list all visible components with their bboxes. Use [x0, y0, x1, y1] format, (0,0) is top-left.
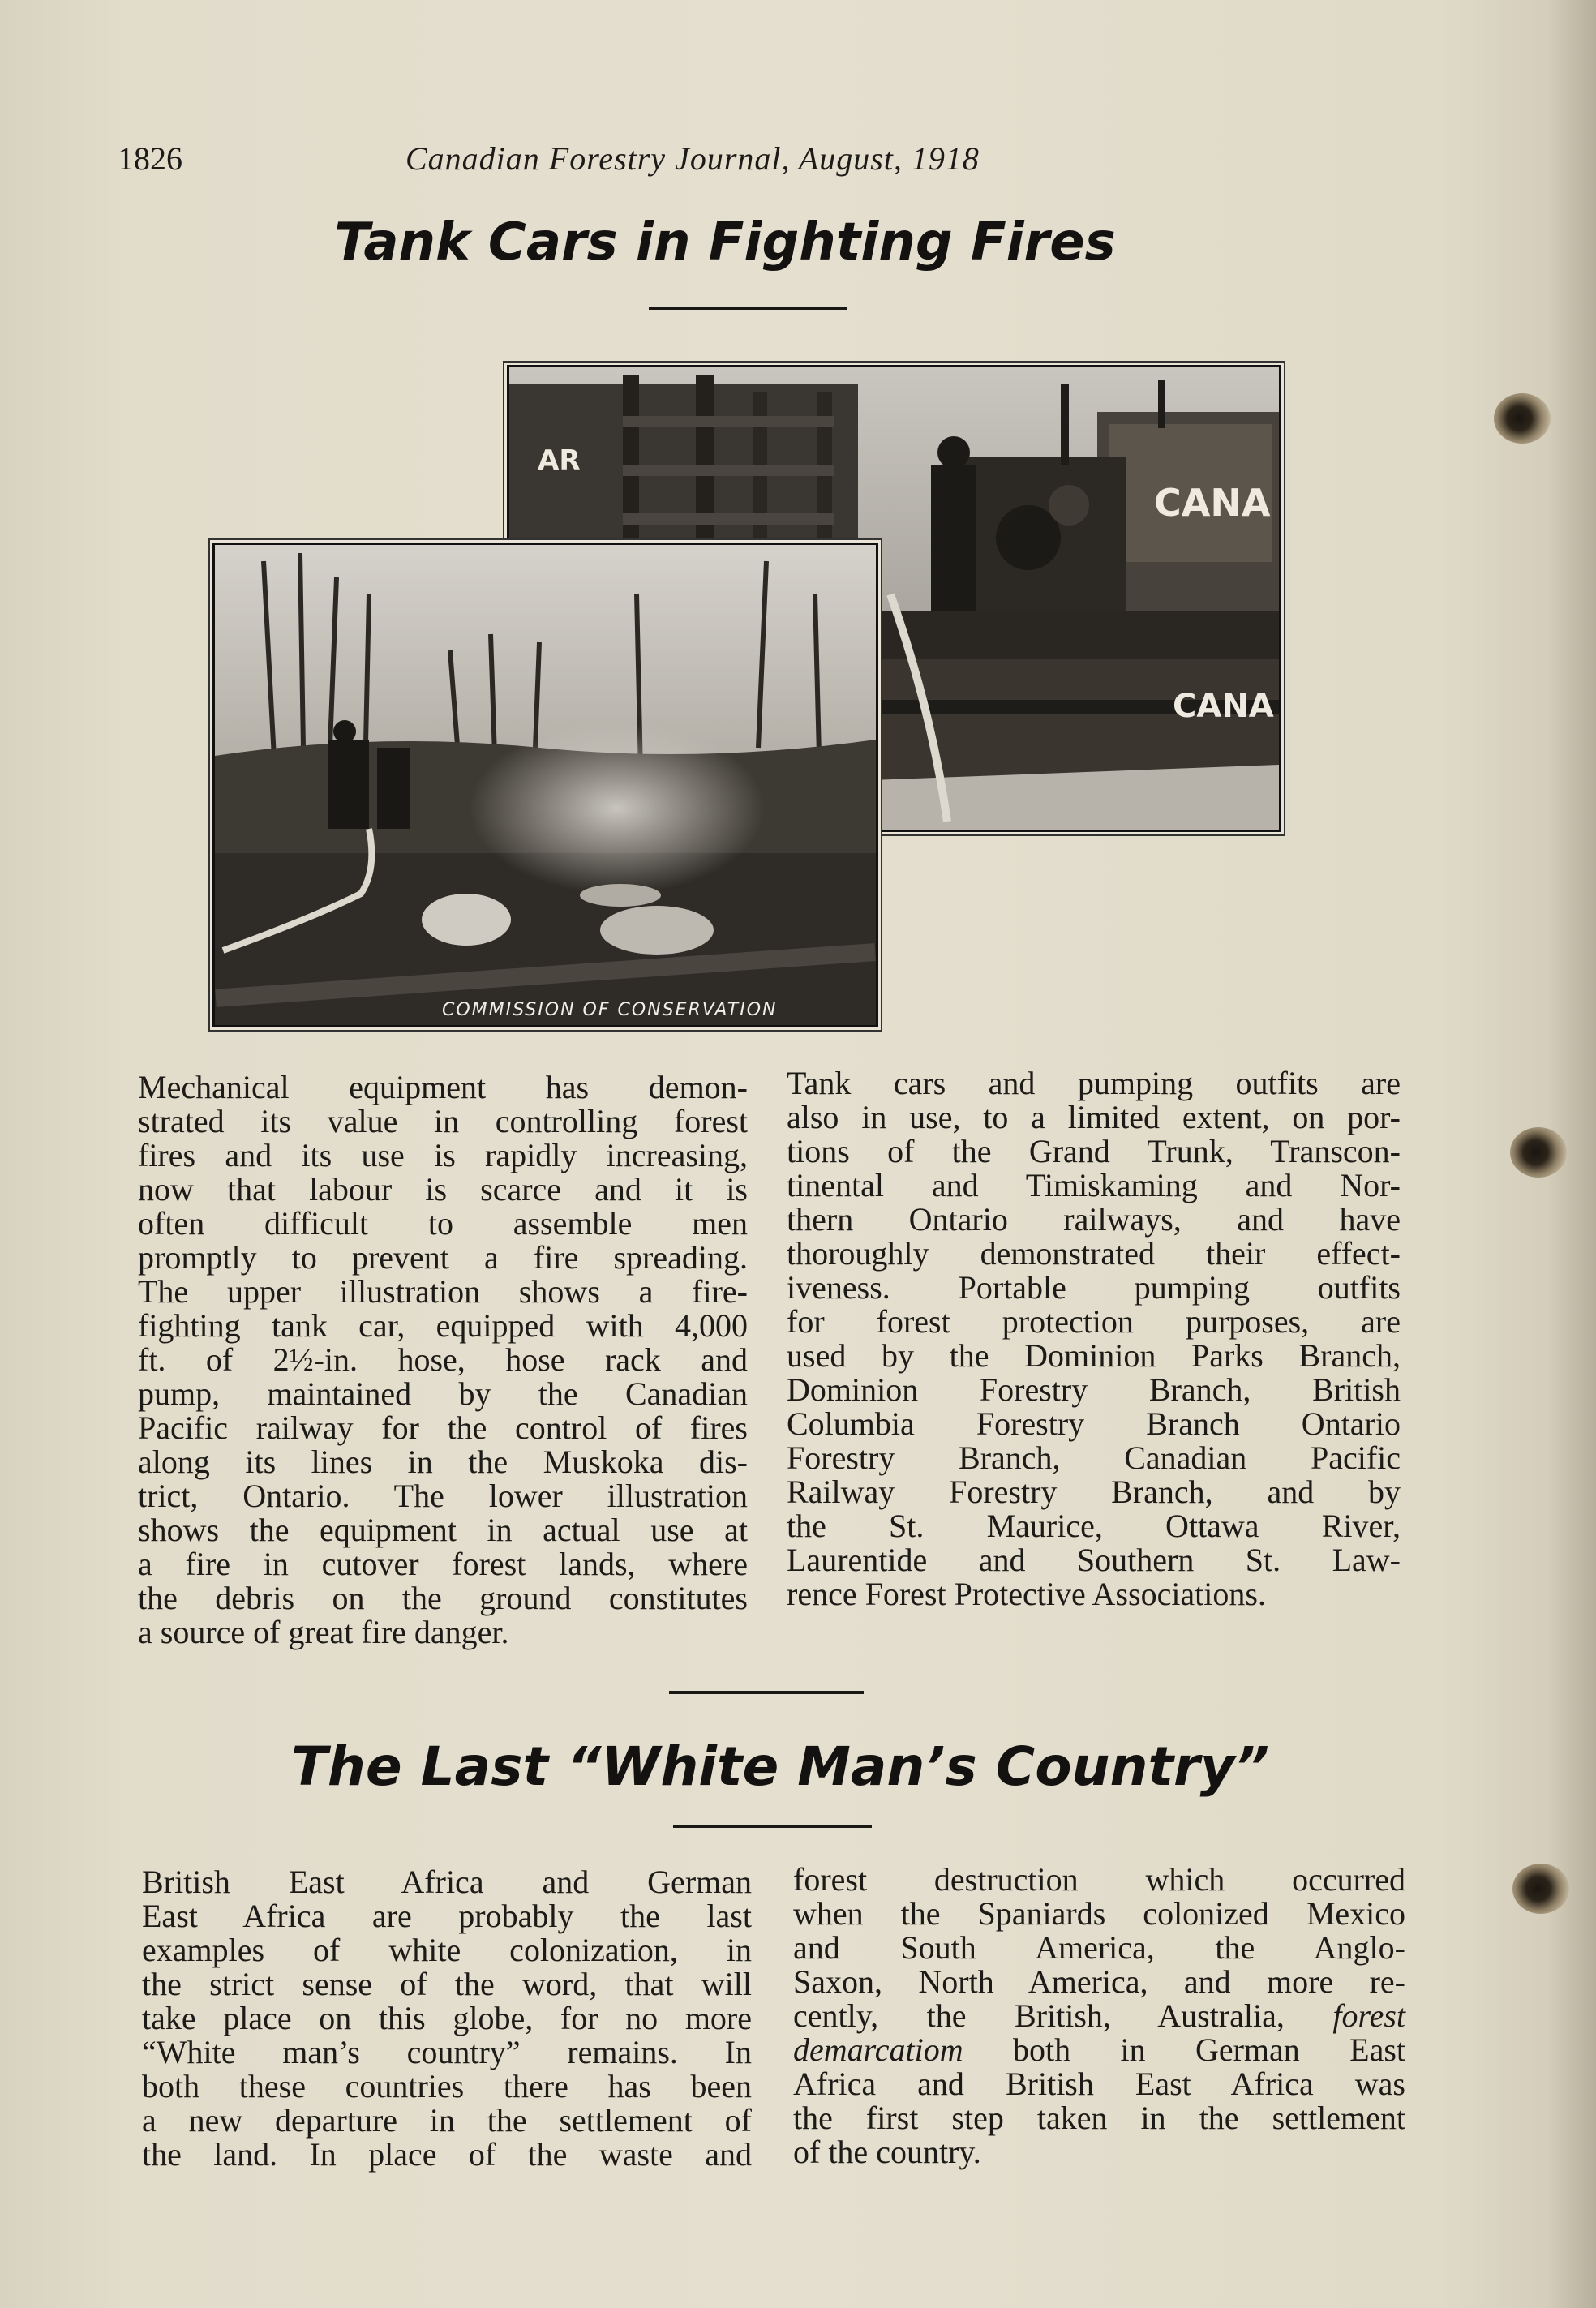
binding-hole — [1494, 393, 1551, 444]
text-line: the St. Maurice, Ottawa River, — [787, 1508, 1401, 1544]
text-line: British East Africa and German — [142, 1864, 752, 1900]
text-line: Africa and British East Africa was — [793, 2066, 1405, 2102]
text-line: the strict sense of the word, that will — [142, 1966, 752, 2002]
text-line: Laurentide and Southern St. Law- — [787, 1542, 1401, 1578]
text-line: take place on this globe, for no more — [142, 2000, 752, 2036]
section-rule — [669, 1691, 864, 1694]
text-line: strated its value in controlling forest — [138, 1103, 748, 1139]
italic-term: demarcatiom — [793, 2031, 963, 2068]
text-line: the first step taken in the settlement — [793, 2100, 1405, 2136]
text-line: a source of great fire danger. — [138, 1614, 509, 1650]
text-line: used by the Dominion Parks Branch, — [787, 1337, 1401, 1374]
text-line: Columbia Forestry Branch Ontario — [787, 1405, 1401, 1442]
text-line: the land. In place of the waste and — [142, 2136, 752, 2173]
text-line: Forestry Branch, Canadian Pacific — [787, 1439, 1401, 1476]
article1-column-right — [787, 1066, 1401, 1611]
page-header — [118, 139, 1099, 188]
title-rule — [673, 1825, 872, 1828]
text-line: trict, Ontario. The lower illustration — [138, 1478, 748, 1514]
car-lettering: CANA — [1154, 481, 1271, 525]
text-line: shows the equipment in actual use at — [138, 1512, 748, 1548]
text-line: when the Spaniards colonized Mexico — [793, 1895, 1405, 1932]
article2-column-right — [793, 1863, 1405, 2169]
car-lettering: CANA — [1173, 688, 1274, 725]
article1-column-left — [138, 1070, 748, 1649]
text-line: pump, maintained by the Canadian — [138, 1375, 748, 1412]
text-line: “White man’s country” remains. In — [142, 2034, 752, 2070]
text-line: fires and its use is rapidly increasing, — [138, 1137, 748, 1173]
text-line: Dominion Forestry Branch, British — [787, 1371, 1401, 1408]
text-line: Railway Forestry Branch, and by — [787, 1474, 1401, 1510]
text-line: also in use, to a limited extent, on por- — [787, 1099, 1401, 1135]
text-line: tions of the Grand Trunk, Transcon- — [787, 1133, 1401, 1169]
text-line: often difficult to assemble men — [138, 1205, 748, 1242]
article-title: Tank Cars in Fighting Fires — [334, 212, 1116, 272]
text-line: a new departure in the settlement of — [142, 2102, 752, 2139]
text-line: of the country. — [793, 2134, 981, 2170]
text-line: Saxon, North America, and more re- — [793, 1963, 1405, 2000]
text-line: East Africa are probably the last — [142, 1898, 752, 1934]
page-number: 1826 — [118, 140, 182, 177]
text-line: iveness. Portable pumping outfits — [787, 1269, 1401, 1306]
text-line: a fire in cutover forest lands, where — [138, 1546, 748, 1582]
text-line: both these countries there has been — [142, 2068, 752, 2104]
text-line: forest destruction which occurred — [793, 1861, 1405, 1898]
text-line — [793, 2033, 1405, 2067]
title-rule — [649, 307, 847, 310]
text-line: thoroughly demonstrated their effect- — [787, 1235, 1401, 1272]
italic-term: forest — [1332, 1997, 1406, 2034]
photo-credit: COMMISSION OF CONSERVATION — [442, 1000, 778, 1020]
text-line: along its lines in the Muskoka dis- — [138, 1444, 748, 1480]
article-title: The Last “White Man’s Country” — [290, 1735, 1270, 1798]
car-lettering: AR — [538, 444, 581, 477]
text-line: for forest protection purposes, are — [787, 1303, 1401, 1340]
text-line: Tank cars and pumping outfits are — [787, 1065, 1401, 1101]
text-span: both in German East — [1012, 2031, 1406, 2068]
text-line: ft. of 2½-in. hose, hose rack and — [138, 1341, 748, 1378]
binding-hole — [1510, 1127, 1567, 1178]
text-line: examples of white colonization, in — [142, 1932, 752, 1968]
text-line: thern Ontario railways, and have — [787, 1201, 1401, 1238]
article2-column-left — [142, 1865, 752, 2172]
text-line: promptly to prevent a fire spreading. — [138, 1239, 748, 1276]
text-line — [793, 1999, 1405, 2033]
text-line: The upper illustration shows a fire- — [138, 1273, 748, 1310]
text-line: tinental and Timiskaming and Nor- — [787, 1167, 1401, 1203]
running-title: Canadian Forestry Journal, August, 1918 — [405, 140, 980, 177]
forest-fire-photo — [212, 543, 878, 1027]
text-line: now that labour is scarce and it is — [138, 1171, 748, 1208]
text-line: the debris on the ground constitutes — [138, 1580, 748, 1616]
text-span: cently, the British, Australia, — [793, 1997, 1285, 2034]
binding-hole — [1512, 1864, 1569, 1914]
text-line: rence Forest Protective Associations. — [787, 1576, 1266, 1612]
text-line: Mechanical equipment has demon- — [138, 1069, 748, 1105]
text-line: fighting tank car, equipped with 4,000 — [138, 1307, 748, 1344]
text-line: and South America, the Anglo- — [793, 1929, 1405, 1966]
text-line: Pacific railway for the control of fires — [138, 1409, 748, 1446]
